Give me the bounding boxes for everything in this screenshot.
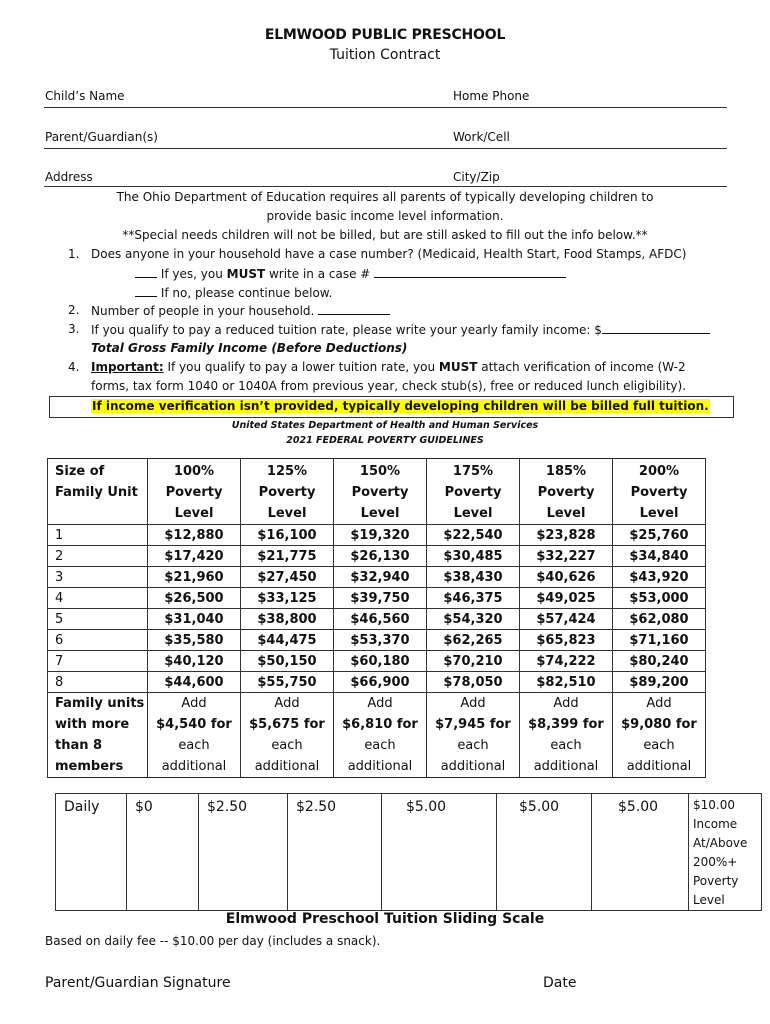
- intro-line-3: **Special needs children will not be billed, but are still asked to fill out the info below.**: [122, 228, 648, 242]
- table-cell: $30,485: [427, 546, 520, 567]
- top-tier-line: Level: [693, 893, 725, 907]
- table-cell: Poverty: [241, 482, 334, 503]
- table-cell: $53,370: [334, 630, 427, 651]
- table-row-label: 8: [48, 672, 148, 693]
- table-cell: 175%: [427, 459, 520, 483]
- table-cell: $27,450: [241, 567, 334, 588]
- table-cell: $71,160: [613, 630, 706, 651]
- child-name-line[interactable]: [44, 107, 727, 108]
- top-tier-line: At/Above: [693, 836, 748, 850]
- question-1-yes-must: MUST: [226, 267, 266, 281]
- household-size-field[interactable]: [318, 303, 390, 315]
- table-cell: $62,265: [427, 630, 520, 651]
- table-cell: $34,840: [613, 546, 706, 567]
- table-cell: each: [427, 735, 520, 756]
- sliding-scale-title: Elmwood Preschool Tuition Sliding Scale: [225, 911, 545, 927]
- top-tier-line: $10.00: [693, 798, 735, 812]
- table-cell: $5,675 for: [241, 714, 334, 735]
- fee-cell: $2.50: [288, 794, 382, 911]
- table-cell: $44,600: [148, 672, 241, 693]
- table-cell: Poverty: [427, 482, 520, 503]
- table-cell: $16,100: [241, 525, 334, 546]
- table-cell: Level: [334, 503, 427, 525]
- child-name-label: Child’s Name: [45, 89, 125, 103]
- table-header-row: [48, 482, 706, 503]
- table-cell: Poverty: [148, 482, 241, 503]
- table-cell: additional: [520, 756, 613, 778]
- important-label: Important:: [91, 360, 164, 374]
- top-tier-line: Poverty: [693, 874, 739, 888]
- table-cell: $46,560: [334, 609, 427, 630]
- table-cell: $21,960: [148, 567, 241, 588]
- table-cell: 200%: [613, 459, 706, 483]
- table-cell: $55,750: [241, 672, 334, 693]
- table-cell: Add: [613, 693, 706, 715]
- parent-guardian-line[interactable]: [44, 148, 727, 149]
- table-cell: $32,227: [520, 546, 613, 567]
- table-cell: $46,375: [427, 588, 520, 609]
- question-2-number: 2.: [68, 303, 80, 317]
- home-phone-label: Home Phone: [453, 89, 530, 103]
- top-tier-line: Income: [693, 817, 738, 831]
- table-cell: Level: [427, 503, 520, 525]
- income-verification-notice: If income verification isn’t provided, typically developing children will be billed full tuition.: [92, 399, 709, 413]
- table-cell: additional: [613, 756, 706, 778]
- table-cell: $4,540 for: [148, 714, 241, 735]
- table-row-label: members: [48, 756, 148, 778]
- table-cell: Add: [148, 693, 241, 715]
- table-row-label: [48, 503, 148, 525]
- table-cell: $31,040: [148, 609, 241, 630]
- table-row: [48, 672, 706, 693]
- question-1-yes: [135, 266, 566, 281]
- parent-guardian-label: Parent/Guardian(s): [45, 130, 158, 144]
- table-cell: $50,150: [241, 651, 334, 672]
- question-4-must: MUST: [438, 360, 478, 374]
- table-row: [48, 525, 706, 546]
- top-tier-line: 200%+: [693, 855, 738, 869]
- table-cell: Poverty: [613, 482, 706, 503]
- table-row-label: than 8: [48, 735, 148, 756]
- table-row: [48, 630, 706, 651]
- table-cell: $12,880: [148, 525, 241, 546]
- table-cell: $8,399 for: [520, 714, 613, 735]
- table-row: [48, 651, 706, 672]
- table-cell: $82,510: [520, 672, 613, 693]
- question-4-number: 4.: [68, 360, 80, 374]
- table-row-additional: [48, 693, 706, 715]
- table-cell: $21,775: [241, 546, 334, 567]
- table-cell: $26,500: [148, 588, 241, 609]
- table-cell: $65,823: [520, 630, 613, 651]
- address-label: Address: [45, 170, 93, 184]
- table-cell: $35,580: [148, 630, 241, 651]
- table-cell: Add: [427, 693, 520, 715]
- question-1-no: [135, 285, 332, 300]
- table-cell: $6,810 for: [334, 714, 427, 735]
- yes-checkbox-line[interactable]: [135, 266, 157, 278]
- table-row-additional: [48, 756, 706, 778]
- table-cell: $23,828: [520, 525, 613, 546]
- table-cell: 150%: [334, 459, 427, 483]
- table-header-row: [48, 459, 706, 483]
- table-row-label: 7: [48, 651, 148, 672]
- question-2: [91, 303, 390, 318]
- table-cell: $66,900: [334, 672, 427, 693]
- table-cell: $19,320: [334, 525, 427, 546]
- table-cell: $22,540: [427, 525, 520, 546]
- table-row-label: 5: [48, 609, 148, 630]
- question-3-number: 3.: [68, 322, 80, 336]
- question-4: [91, 360, 686, 374]
- table-cell: $38,430: [427, 567, 520, 588]
- table-cell: $74,222: [520, 651, 613, 672]
- table-row-label: Size of: [48, 459, 148, 483]
- daily-fee-footnote: Based on daily fee -- $10.00 per day (includes a snack).: [45, 934, 381, 948]
- table-cell: Level: [148, 503, 241, 525]
- fee-cell: $5.00: [592, 794, 689, 911]
- table-cell: $17,420: [148, 546, 241, 567]
- fee-cell: $5.00: [497, 794, 592, 911]
- tuition-fee-table: [55, 793, 762, 911]
- table-row-label: Family Unit: [48, 482, 148, 503]
- table-row-label: 3: [48, 567, 148, 588]
- table-cell: each: [334, 735, 427, 756]
- table-cell: $40,626: [520, 567, 613, 588]
- table-cell: $26,130: [334, 546, 427, 567]
- table-cell: Add: [334, 693, 427, 715]
- table-cell: additional: [148, 756, 241, 778]
- table-cell: $62,080: [613, 609, 706, 630]
- table-cell: $39,750: [334, 588, 427, 609]
- table-cell: $53,000: [613, 588, 706, 609]
- question-4-line-2: forms, tax form 1040 or 1040A from previous year, check stub(s), free or reduced lunch eligibility).: [91, 379, 687, 393]
- table-cell: Level: [613, 503, 706, 525]
- table-row-additional: [48, 735, 706, 756]
- table-row-label: 6: [48, 630, 148, 651]
- table-cell: $49,025: [520, 588, 613, 609]
- table-cell: $9,080 for: [613, 714, 706, 735]
- table-cell: $89,200: [613, 672, 706, 693]
- table-cell: Poverty: [334, 482, 427, 503]
- table-cell: each: [613, 735, 706, 756]
- page-title: ELMWOOD PUBLIC PRESCHOOL: [264, 27, 506, 43]
- table-cell: Level: [241, 503, 334, 525]
- question-1-number: 1.: [68, 247, 80, 261]
- question-1-yes-suffix: write in a case #: [265, 267, 371, 281]
- poverty-guidelines-table: [47, 458, 706, 778]
- table-header-row: [48, 503, 706, 525]
- table-row-label: Family units: [48, 693, 148, 715]
- table-cell: $7,945 for: [427, 714, 520, 735]
- table-row: [48, 567, 706, 588]
- work-cell-label: Work/Cell: [453, 130, 510, 144]
- table-cell: each: [148, 735, 241, 756]
- fee-cell-daily: Daily: [56, 794, 127, 911]
- table-cell: $78,050: [427, 672, 520, 693]
- fee-cell: $2.50: [199, 794, 288, 911]
- fee-row: [56, 794, 762, 911]
- table-cell: $43,920: [613, 567, 706, 588]
- document-subtitle: Tuition Contract: [329, 47, 441, 63]
- no-checkbox-line[interactable]: [135, 285, 157, 297]
- table-cell: Add: [241, 693, 334, 715]
- table-row-label: 4: [48, 588, 148, 609]
- question-4-text-a: If you qualify to pay a lower tuition rate, you: [163, 360, 439, 374]
- source-line-2: 2021 FEDERAL POVERTY GUIDELINES: [286, 435, 484, 446]
- table-cell: $44,475: [241, 630, 334, 651]
- fee-cell-top-tier: [689, 794, 762, 911]
- table-cell: $25,760: [613, 525, 706, 546]
- table-row: [48, 546, 706, 567]
- table-cell: each: [520, 735, 613, 756]
- table-cell: additional: [427, 756, 520, 778]
- case-number-field[interactable]: [374, 266, 566, 278]
- question-4-text-b: attach verification of income (W-2: [477, 360, 686, 374]
- table-cell: 125%: [241, 459, 334, 483]
- table-row: [48, 588, 706, 609]
- table-row-label: 1: [48, 525, 148, 546]
- question-3-subtext: Total Gross Family Income (Before Deductions): [91, 341, 408, 355]
- table-row-label: 2: [48, 546, 148, 567]
- question-2-text: Number of people in your household.: [91, 304, 315, 318]
- table-cell: $70,210: [427, 651, 520, 672]
- question-1-no-text: If no, please continue below.: [160, 286, 333, 300]
- city-zip-label: City/Zip: [453, 170, 500, 184]
- table-cell: $80,240: [613, 651, 706, 672]
- table-cell: $38,800: [241, 609, 334, 630]
- table-cell: $60,180: [334, 651, 427, 672]
- fee-cell: $0: [127, 794, 199, 911]
- table-cell: Add: [520, 693, 613, 715]
- table-cell: $57,424: [520, 609, 613, 630]
- table-cell: 100%: [148, 459, 241, 483]
- intro-line-1: The Ohio Department of Education requires all parents of typically developing children to: [116, 190, 654, 204]
- parent-signature-label: Parent/Guardian Signature: [45, 975, 231, 991]
- question-1-text: Does anyone in your household have a case number? (Medicaid, Health Start, Food Stamps, AFDC): [91, 247, 687, 261]
- date-label: Date: [543, 975, 577, 991]
- question-3: [91, 322, 710, 337]
- question-1-yes-prefix: If yes, you: [160, 267, 227, 281]
- fee-cell: $5.00: [382, 794, 497, 911]
- table-row-additional: [48, 714, 706, 735]
- intro-line-2: provide basic income level information.: [266, 209, 504, 223]
- table-cell: $32,940: [334, 567, 427, 588]
- family-income-field[interactable]: [602, 322, 710, 334]
- table-cell: Level: [520, 503, 613, 525]
- table-cell: each: [241, 735, 334, 756]
- address-line[interactable]: [44, 186, 727, 187]
- table-cell: additional: [334, 756, 427, 778]
- table-row: [48, 609, 706, 630]
- table-cell: $40,120: [148, 651, 241, 672]
- table-cell: $33,125: [241, 588, 334, 609]
- table-cell: additional: [241, 756, 334, 778]
- table-row-label: with more: [48, 714, 148, 735]
- table-cell: 185%: [520, 459, 613, 483]
- table-cell: Poverty: [520, 482, 613, 503]
- source-line-1: United States Department of Health and Human Services: [231, 420, 539, 431]
- table-cell: $54,320: [427, 609, 520, 630]
- question-3-text: If you qualify to pay a reduced tuition rate, please write your yearly family income: $: [91, 323, 602, 337]
